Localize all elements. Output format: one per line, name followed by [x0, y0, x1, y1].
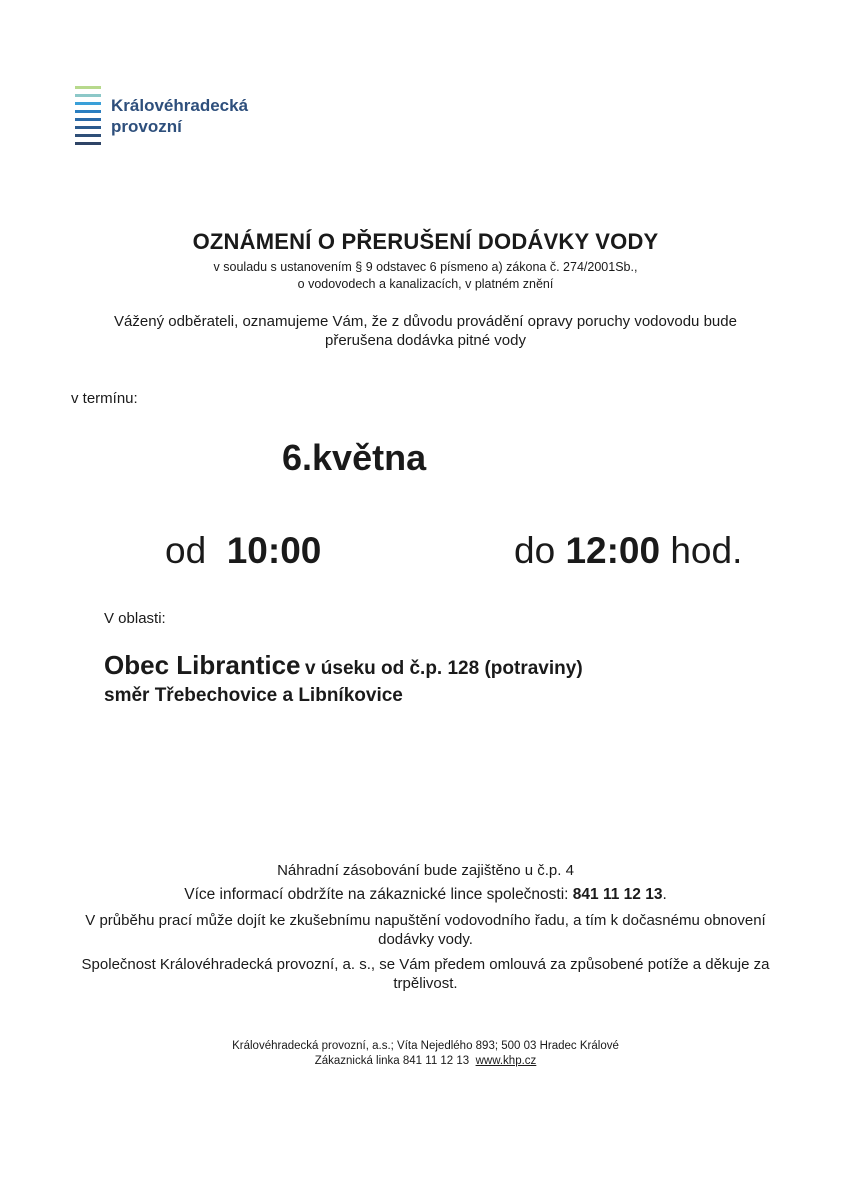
apology-line-2: trpělivost. [393, 975, 458, 992]
logo-stripes-icon [75, 86, 101, 150]
website-link[interactable]: www.khp.cz [475, 1055, 537, 1067]
from-time: 10:00 [226, 530, 322, 571]
area-label: V oblasti: [104, 610, 166, 627]
logo-stripe [75, 86, 101, 89]
logo-line-1: Královéhradecká [111, 96, 249, 115]
to-time: 12:00 [565, 530, 661, 571]
logo-stripe [75, 118, 101, 121]
intro-text [0, 312, 851, 350]
apology-line-1: Společnost Královéhradecká provozní, a. s., se Vám předem omlouvá za způsobené potíže a děkuje za [81, 956, 770, 973]
contact-phone: 841 11 12 13 [572, 886, 663, 903]
warning-info [0, 911, 851, 949]
time-from [165, 530, 321, 572]
footer-contact [0, 1054, 851, 1069]
outage-date: 6.května [282, 437, 427, 478]
hour-label: hod. [670, 530, 743, 571]
contact-text: Více informací obdržíte na zákaznické lince společnosti: [184, 886, 569, 903]
term-label: v termínu: [71, 390, 138, 407]
footer-address: Královéhradecká provozní, a.s.; Víta Nejedlého 893; 500 03 Hradec Králové [232, 1040, 619, 1052]
area-name: Obec Librantice [104, 650, 301, 680]
intro-line-2: přerušena dodávka pitné vody [325, 332, 526, 349]
from-label: od [165, 530, 207, 571]
supply-info: Náhradní zásobování bude zajištěno u č.p. 4 [277, 862, 574, 879]
logo-stripe [75, 126, 101, 129]
company-logo [111, 95, 248, 137]
legal-reference-line-2: o vodovodech a kanalizacích, v platném znění [297, 277, 554, 291]
warning-line-2: dodávky vody. [378, 931, 473, 948]
contact-info [0, 885, 851, 904]
logo-stripe [75, 134, 101, 137]
contact-end: . [662, 886, 667, 903]
intro-line-1: Vážený odběrateli, oznamujeme Vám, že z důvodu provádění opravy poruchy vodovodu bude [114, 313, 737, 330]
logo-stripe [75, 102, 101, 105]
logo-stripe [75, 110, 101, 113]
footer-phone: Zákaznická linka 841 11 12 13 [314, 1055, 470, 1067]
area-main [104, 650, 583, 681]
logo-stripe [75, 94, 101, 97]
legal-reference-line-1: v souladu s ustanovením § 9 odstavec 6 písmeno a) zákona č. 274/2001Sb., [213, 260, 638, 274]
to-label: do [514, 530, 556, 571]
time-to [514, 530, 742, 572]
notice-title: OZNÁMENÍ O PŘERUŠENÍ DODÁVKY VODY [192, 229, 659, 254]
logo-line-2: provozní [111, 117, 182, 136]
apology-info [0, 955, 851, 993]
warning-line-1: V průběhu prací může dojít ke zkušebnímu napuštění vodovodního řadu, a tím k dočasnému obnovení [85, 912, 766, 929]
area-direction: směr Třebechovice a Libníkovice [104, 685, 403, 706]
area-detail: v úseku od č.p. 128 (potraviny) [304, 658, 583, 679]
logo-stripe [75, 142, 101, 145]
